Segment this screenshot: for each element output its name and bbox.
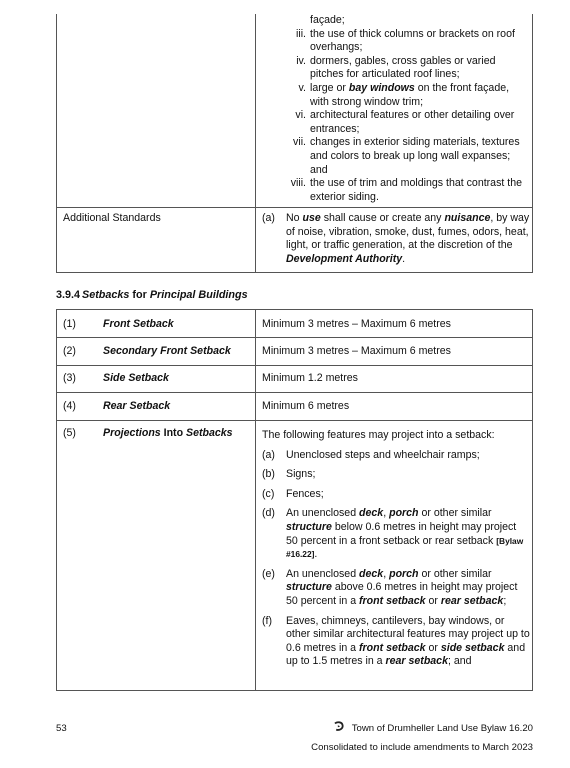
- design-standards-table: [56, 14, 533, 273]
- list-item: vi. architectural features or other detailing over entrances;: [295, 109, 515, 135]
- list-item: (e) An unenclosed deck, porch or other similar structure above 0.6 metres in height may project 50 percent in a front setback or rear setback;: [262, 567, 518, 607]
- list-item: (a) Unenclosed steps and wheelchair ramps;: [262, 448, 480, 461]
- section-heading: 3.9.4 Setbacks for Principal Buildings: [56, 289, 248, 301]
- drumheller-logo-icon: [333, 720, 345, 732]
- list-item: iii. the use of thick columns or brackets on roof overhangs;: [295, 27, 515, 54]
- list-item: vii. changes in exterior siding materials, textures and colors to break up long wall expanses; and: [293, 136, 520, 176]
- projections-list: The following features may project into a setback: (a) Unenclosed steps and wheelchair ramps; (b) Signs; (c) Fences; (d) An unenclosed deck, porch or other similar structure below 0.6 metres in height may project 50 percent in a front setback or rear setback [Bylaw #16.22]. (e) An unenclosed deck, porch or other similar structure above 0.6 metres in height may project 50 percent in a front setback or rear setback; (f) Eaves, chimneys, cantilevers, bay windows, or other similar architectural features may project up to 0.6 metres in a front setback or side setback and up to 1.5 metres in a rear setback; and: [262, 429, 530, 668]
- roman-list: [286, 14, 526, 204]
- list-item: (d) An unenclosed deck, porch or other similar structure below 0.6 metres in height may project 50 percent in a front setback or rear setback [Bylaw #16.22].: [262, 507, 524, 561]
- footer-subtitle: Consolidated to include amendments to March 2023: [311, 742, 533, 753]
- bylaw-reference: [Bylaw #16.22]: [286, 535, 524, 560]
- additional-standards-label: Additional Standards: [63, 212, 161, 224]
- list-item: (f) Eaves, chimneys, cantilevers, bay windows, or other similar architectural features may project up to 0.6 metres in a front setback or side setback and up to 1.5 metres in a rear setback; and: [262, 614, 530, 668]
- additional-standards-text: (a) No use shall cause or create any nuisance, by way of noise, vibration, smoke, dust, fumes, odors, heat, light, or traffic generation, at the discretion of the Development Authority.: [262, 212, 530, 265]
- list-item: iv. dormers, gables, cross gables or varied pitches for articulated roof lines;: [296, 54, 496, 81]
- list-item: (c) Fences;: [262, 487, 324, 500]
- footer-title: Town of Drumheller Land Use Bylaw 16.20: [351, 723, 533, 734]
- list-item: v. large or bay windows on the front façade, with strong window trim;: [298, 81, 510, 108]
- setbacks-table: (1) Front Setback Minimum 3 metres – Maximum 6 metres (2) Secondary Front Setback Minimum 3 metres – Maximum 6 metres (3) Side Setback Minimum 1.2 metres (4) Rear Setback Minimum 6 metres (5) Projections Into Setbacks The following features may project into a setback: (a) Unenclosed steps and wheelchair ramps; (b) Signs; (c) Fences; (d) An unenclosed deck, porch or other similar structure below 0.6 metres in height may project 50 percent in a front setback or rear setback [Bylaw #16.22]. (e) An unenclosed deck, porch or other similar structure above 0.6 metres in height may project 50 percent in a front setback or rear setback; (f) Eaves, chimneys, cantilevers, bay windows, or other similar architectural features may project up to 0.6 metres in a front setback or side setback and up to 1.5 metres in a rear setback; and: [56, 309, 533, 691]
- list-item: (b) Signs;: [262, 468, 316, 481]
- page-number: 53: [56, 723, 67, 734]
- list-item: viii. the use of trim and moldings that contrast the exterior siding.: [290, 177, 522, 203]
- list-item: façade;: [310, 14, 345, 26]
